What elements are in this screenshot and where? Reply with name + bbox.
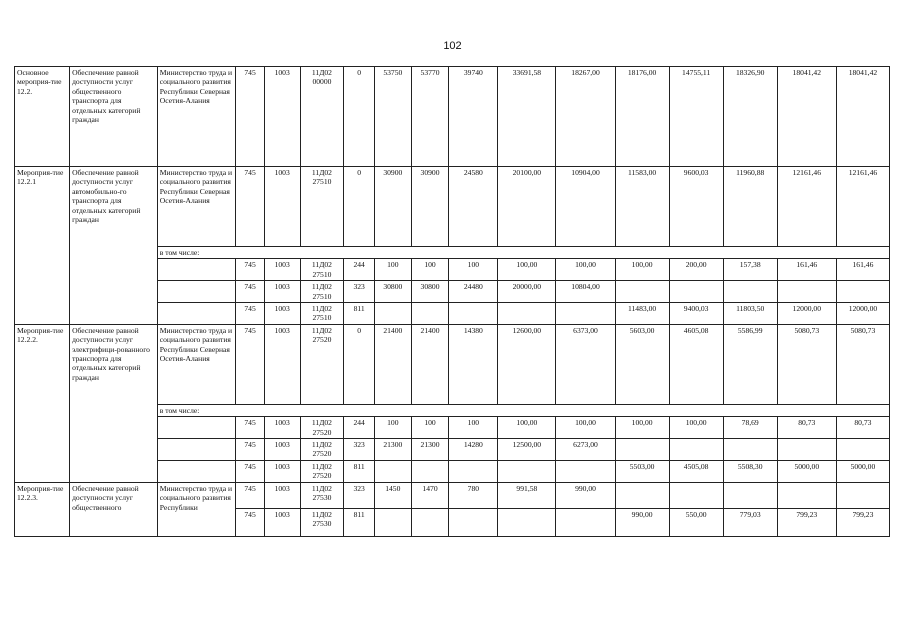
cell-value: 157,38 <box>723 259 777 281</box>
cell-value <box>411 508 449 536</box>
cell-value: 11Д02 27510 <box>300 303 344 325</box>
cell-value: 11Д02 27520 <box>300 460 344 482</box>
cell-value: 323 <box>344 439 375 461</box>
cell-value: 100,00 <box>498 259 556 281</box>
executor: Министерство труда и социального развития Республики Северная Осетия-Алания <box>157 324 236 404</box>
executor-empty <box>157 439 236 461</box>
cell-value: 100,00 <box>615 259 669 281</box>
cell-value: 5503,00 <box>615 460 669 482</box>
cell-value: 18176,00 <box>615 67 669 167</box>
table-row <box>15 167 890 247</box>
cell-value <box>374 460 411 482</box>
cell-value: 21400 <box>411 324 449 404</box>
cell-value: 100,00 <box>556 259 615 281</box>
cell-value: 1003 <box>264 324 300 404</box>
cell-value: 780 <box>449 482 498 508</box>
cell-value: 811 <box>344 460 375 482</box>
cell-value: 12000,00 <box>836 303 889 325</box>
cell-value: 244 <box>344 259 375 281</box>
executor-empty <box>157 460 236 482</box>
cell-value: 33691,58 <box>498 67 556 167</box>
cell-value: 1003 <box>264 67 300 167</box>
cell-value: 745 <box>236 508 265 536</box>
cell-value: 1450 <box>374 482 411 508</box>
cell-value: 5080,73 <box>777 324 836 404</box>
table-row <box>15 324 890 404</box>
cell-value <box>449 303 498 325</box>
cell-value <box>777 281 836 303</box>
cell-value: 0 <box>344 324 375 404</box>
cell-value: 100,00 <box>556 417 615 439</box>
cell-value: 745 <box>236 460 265 482</box>
cell-value <box>615 482 669 508</box>
cell-value: 100 <box>374 417 411 439</box>
cell-value: 0 <box>344 167 375 247</box>
cell-value: 14755,11 <box>669 67 723 167</box>
cell-value: 5603,00 <box>615 324 669 404</box>
cell-value: 799,23 <box>836 508 889 536</box>
activity-description: Обеспечение равной доступности услуг общественного транспорта для отдельных категорий граждан <box>70 67 158 167</box>
executor-empty <box>157 303 236 325</box>
cell-value: 5508,30 <box>723 460 777 482</box>
cell-value: 100 <box>411 259 449 281</box>
cell-value: 21300 <box>411 439 449 461</box>
cell-value: 11Д02 27520 <box>300 417 344 439</box>
cell-value: 11Д02 27510 <box>300 167 344 247</box>
cell-value: 5000,00 <box>777 460 836 482</box>
cell-value: 80,73 <box>777 417 836 439</box>
cell-value: 200,00 <box>669 259 723 281</box>
cell-value <box>777 482 836 508</box>
cell-value: 811 <box>344 303 375 325</box>
cell-value <box>449 508 498 536</box>
activity-name: Основное мероприя-тие 12.2. <box>15 67 70 167</box>
cell-value: 20000,00 <box>498 281 556 303</box>
cell-value: 1003 <box>264 281 300 303</box>
cell-value: 1003 <box>264 439 300 461</box>
cell-value: 11Д02 27530 <box>300 482 344 508</box>
cell-value: 20100,00 <box>498 167 556 247</box>
cell-value: 80,73 <box>836 417 889 439</box>
cell-value: 745 <box>236 167 265 247</box>
cell-value: 100 <box>449 417 498 439</box>
cell-value <box>498 303 556 325</box>
cell-value: 1003 <box>264 167 300 247</box>
cell-value <box>498 460 556 482</box>
cell-value <box>836 281 889 303</box>
cell-value <box>615 439 669 461</box>
cell-value: 161,46 <box>777 259 836 281</box>
cell-value: 11Д02 27520 <box>300 324 344 404</box>
cell-value: 161,46 <box>836 259 889 281</box>
cell-value: 100 <box>374 259 411 281</box>
cell-value: 11Д02 27510 <box>300 259 344 281</box>
cell-value: 53770 <box>411 67 449 167</box>
cell-value: 30800 <box>374 281 411 303</box>
cell-value: 24480 <box>449 281 498 303</box>
cell-value: 100 <box>411 417 449 439</box>
cell-value <box>836 482 889 508</box>
cell-value: 11Д02 00000 <box>300 67 344 167</box>
cell-value <box>669 482 723 508</box>
cell-value: 12000,00 <box>777 303 836 325</box>
including-label: в том числе: <box>157 404 889 416</box>
cell-value: 745 <box>236 303 265 325</box>
cell-value <box>411 303 449 325</box>
cell-value: 745 <box>236 259 265 281</box>
cell-value: 12600,00 <box>498 324 556 404</box>
executor: Министерство труда и социального развития Республики Северная Осетия-Алания <box>157 167 236 247</box>
budget-table <box>14 66 890 537</box>
cell-value: 323 <box>344 281 375 303</box>
cell-value: 6273,00 <box>556 439 615 461</box>
cell-value: 1470 <box>411 482 449 508</box>
cell-value: 100,00 <box>498 417 556 439</box>
cell-value <box>374 303 411 325</box>
cell-value: 244 <box>344 417 375 439</box>
cell-value: 12500,00 <box>498 439 556 461</box>
cell-value <box>723 439 777 461</box>
executor-empty <box>157 281 236 303</box>
cell-value: 18267,00 <box>556 67 615 167</box>
cell-value: 991,58 <box>498 482 556 508</box>
cell-value: 745 <box>236 67 265 167</box>
activity-description: Обеспечение равной доступности услуг общественного <box>70 482 158 536</box>
cell-value: 30900 <box>374 167 411 247</box>
cell-value: 14380 <box>449 324 498 404</box>
activity-description: Обеспечение равной доступности услуг электрифици-рованного транспорта для отдельных категорий граждан <box>70 324 158 482</box>
cell-value: 5000,00 <box>836 460 889 482</box>
activity-name: Мероприя-тие 12.2.1 <box>15 167 70 325</box>
cell-value: 779,03 <box>723 508 777 536</box>
cell-value <box>669 281 723 303</box>
activity-name: Мероприя-тие 12.2.3. <box>15 482 70 536</box>
cell-value: 12161,46 <box>836 167 889 247</box>
cell-value: 6373,00 <box>556 324 615 404</box>
cell-value: 11Д02 27520 <box>300 439 344 461</box>
cell-value: 4505,08 <box>669 460 723 482</box>
cell-value: 21400 <box>374 324 411 404</box>
cell-value <box>498 508 556 536</box>
cell-value: 0 <box>344 67 375 167</box>
cell-value: 10904,00 <box>556 167 615 247</box>
cell-value: 1003 <box>264 482 300 508</box>
table-row <box>15 67 890 167</box>
cell-value: 11583,00 <box>615 167 669 247</box>
cell-value: 30800 <box>411 281 449 303</box>
cell-value: 11483,00 <box>615 303 669 325</box>
cell-value: 11960,88 <box>723 167 777 247</box>
cell-value: 4605,08 <box>669 324 723 404</box>
executor-empty <box>157 417 236 439</box>
activity-name: Мероприя-тие 12.2.2. <box>15 324 70 482</box>
cell-value: 39740 <box>449 67 498 167</box>
cell-value: 745 <box>236 324 265 404</box>
cell-value: 550,00 <box>669 508 723 536</box>
cell-value: 1003 <box>264 460 300 482</box>
cell-value: 1003 <box>264 508 300 536</box>
cell-value: 1003 <box>264 303 300 325</box>
cell-value <box>374 508 411 536</box>
cell-value <box>449 460 498 482</box>
cell-value: 1003 <box>264 259 300 281</box>
executor: Министерство труда и социального развития Республики Северная Осетия-Алания <box>157 67 236 167</box>
cell-value: 18041,42 <box>777 67 836 167</box>
cell-value <box>556 508 615 536</box>
cell-value: 745 <box>236 281 265 303</box>
cell-value: 100,00 <box>669 417 723 439</box>
cell-value: 9400,03 <box>669 303 723 325</box>
page-number: 102 <box>443 40 462 52</box>
cell-value: 5586,99 <box>723 324 777 404</box>
cell-value: 18041,42 <box>836 67 889 167</box>
cell-value: 745 <box>236 482 265 508</box>
cell-value: 1003 <box>264 417 300 439</box>
cell-value <box>615 281 669 303</box>
cell-value <box>669 439 723 461</box>
cell-value <box>723 281 777 303</box>
executor: Министерство труда и социального развития Республики <box>157 482 236 536</box>
cell-value: 11Д02 27510 <box>300 281 344 303</box>
cell-value: 745 <box>236 439 265 461</box>
cell-value: 53750 <box>374 67 411 167</box>
cell-value <box>556 460 615 482</box>
cell-value: 18326,90 <box>723 67 777 167</box>
cell-value: 10804,00 <box>556 281 615 303</box>
cell-value: 78,69 <box>723 417 777 439</box>
cell-value <box>411 460 449 482</box>
cell-value: 990,00 <box>615 508 669 536</box>
cell-value: 100 <box>449 259 498 281</box>
cell-value: 11Д02 27530 <box>300 508 344 536</box>
cell-value: 100,00 <box>615 417 669 439</box>
cell-value: 14280 <box>449 439 498 461</box>
cell-value <box>836 439 889 461</box>
cell-value: 745 <box>236 417 265 439</box>
cell-value: 24580 <box>449 167 498 247</box>
cell-value: 9600,03 <box>669 167 723 247</box>
cell-value: 5080,73 <box>836 324 889 404</box>
activity-description: Обеспечение равной доступности услуг автомобильно-го транспорта для отдельных категорий граждан <box>70 167 158 325</box>
executor-empty <box>157 259 236 281</box>
cell-value: 30900 <box>411 167 449 247</box>
cell-value <box>556 303 615 325</box>
including-label: в том числе: <box>157 247 889 259</box>
cell-value <box>777 439 836 461</box>
cell-value: 990,00 <box>556 482 615 508</box>
cell-value: 811 <box>344 508 375 536</box>
cell-value <box>723 482 777 508</box>
cell-value: 21300 <box>374 439 411 461</box>
cell-value: 11803,50 <box>723 303 777 325</box>
table-row <box>15 482 890 508</box>
cell-value: 323 <box>344 482 375 508</box>
cell-value: 12161,46 <box>777 167 836 247</box>
cell-value: 799,23 <box>777 508 836 536</box>
